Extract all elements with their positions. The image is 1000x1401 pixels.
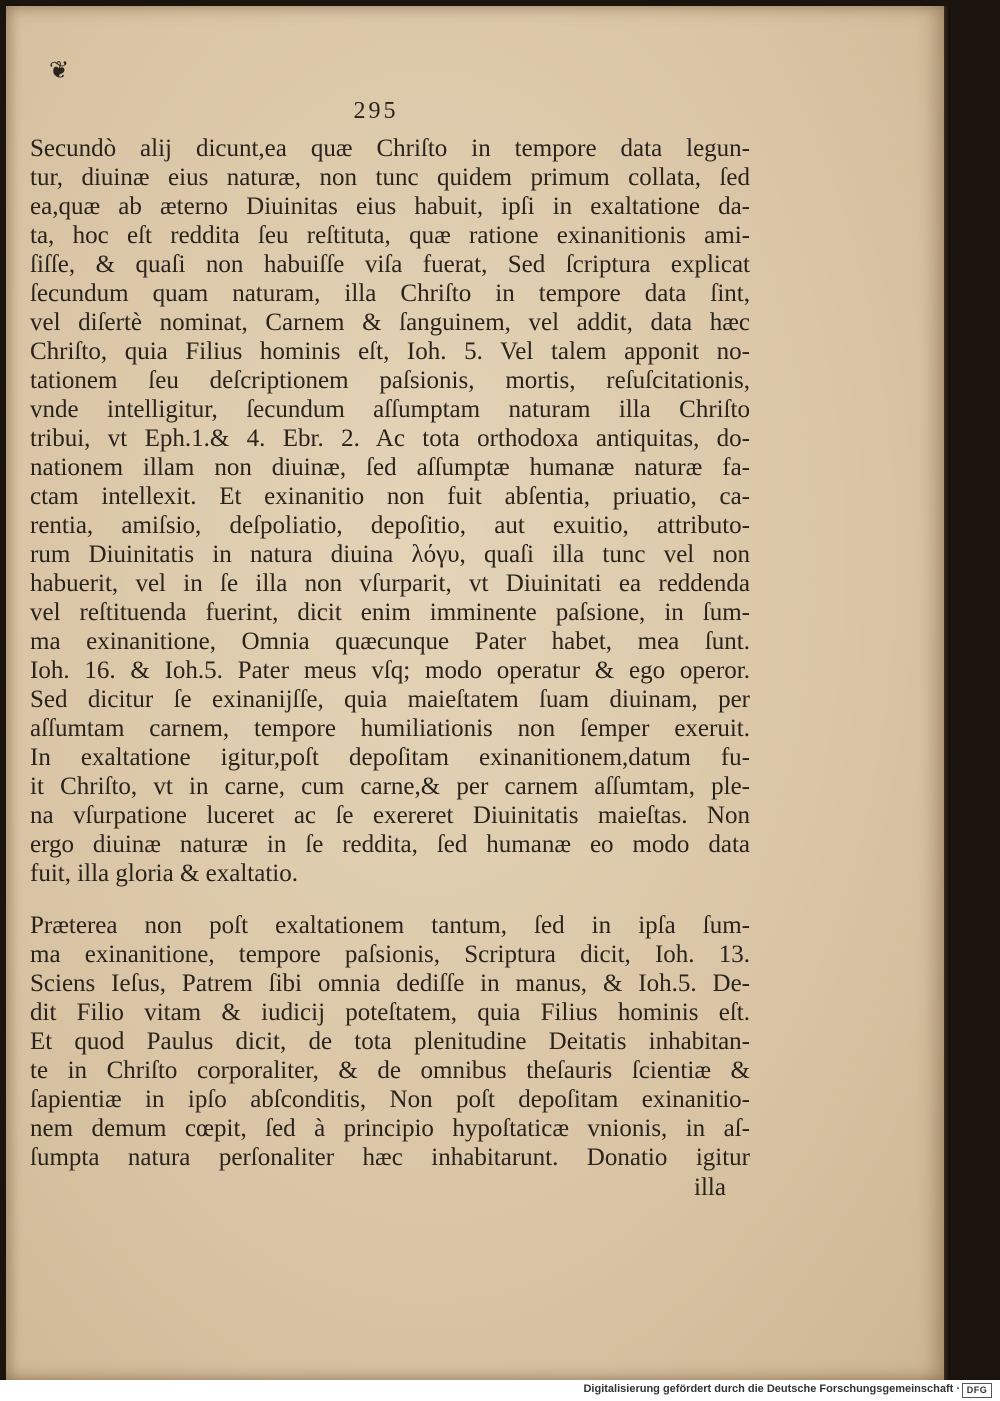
text-line: rum Diuinitatis in natura diuina λόγυ, quaſi illa tunc vel non — [30, 541, 750, 568]
text-line: ma exinanitione, tempore paſsionis, Scriptura dicit, Ioh. 13. — [30, 941, 750, 968]
page-edge-shadow — [944, 6, 950, 1380]
text-line: rentia, amiſsio, deſpoliatio, depoſitio, aut exuitio, attributo- — [30, 512, 750, 539]
text-line: ſecundum quam naturam, illa Chriſto in tempore data ſint, — [30, 280, 750, 307]
text-line: ma exinanitione, Omnia quæcunque Pater habet, mea ſunt. — [30, 628, 750, 655]
text-line: vel reſtituenda fuerint, dicit enim imminente paſsione, in ſum- — [30, 599, 750, 626]
text-line: vnde intelligitur, ſecundum aſſumptam naturam illa Chriſto — [30, 396, 750, 423]
paragraph-2 — [30, 911, 750, 1172]
text-line: aſſumtam carnem, tempore humiliationis non ſemper exeruit. — [30, 715, 750, 742]
text-line: te in Chriſto corporaliter, & de omnibus theſauris ſcientiæ & — [30, 1057, 750, 1084]
catchword: illa — [694, 1174, 726, 1201]
paragraph-1 — [30, 134, 750, 888]
text-line: dit Filio vitam & iudicij poteſtatem, quia Filius hominis eſt. — [30, 999, 750, 1026]
text-line: ergo diuinæ naturæ in ſe reddita, ſed humanæ eo modo data — [30, 831, 750, 858]
page-number: 295 — [353, 98, 399, 124]
text-line: ſumpta natura perſonaliter hæc inhabitarunt. Donatio igitur — [30, 1144, 750, 1171]
text-line: habuerit, vel in ſe illa non vſurparit, vt Diuinitati ea reddenda — [30, 570, 750, 597]
text-line: ſiſſe, & quaſi non habuiſſe viſa fuerat, Sed ſcriptura explicat — [30, 251, 750, 278]
text-line: Ioh. 16. & Ioh.5. Pater meus vſq; modo operatur & ego operor. — [30, 657, 750, 684]
text-line: ſapientiæ in ipſo abſconditis, Non poſt depoſitam exinanitio- — [30, 1086, 750, 1113]
fleuron-ornament: ❦ — [48, 58, 70, 84]
text-line: Secundò alij dicunt,ea quæ Chriſto in tempore data legun- — [30, 135, 750, 162]
text-line: tur, diuinæ eius naturæ, non tunc quidem primum collata, ſed — [30, 164, 750, 191]
footer-bar — [0, 1380, 1000, 1401]
text-line: nem demum cœpit, ſed à principio hypoſtaticæ vnionis, in aſ- — [30, 1115, 750, 1142]
text-line: fuit, illa gloria & exaltatio. — [30, 860, 298, 887]
text-line: Et quod Paulus dicit, de tota plenitudine Deitatis inhabitan- — [30, 1028, 750, 1055]
text-line: tationem ſeu deſcriptionem paſsionis, mortis, reſuſcitationis, — [30, 367, 750, 394]
text-line: vel diſertè nominat, Carnem & ſanguinem, vel addit, data hæc — [30, 309, 750, 336]
funding-credit: Digitalisierung gefördert durch die Deutsche Forschungsgemeinschaft · — [583, 1383, 960, 1395]
text-line: nationem illam non diuinæ, ſed aſſumptæ humanæ naturæ fa- — [30, 454, 750, 481]
text-line: na vſurpatione luceret ac ſe exereret Diuinitatis maieſtas. Non — [30, 802, 750, 829]
text-line: Sed dicitur ſe exinanijſſe, quia maieſtatem ſuam diuinam, per — [30, 686, 750, 713]
text-line: tribui, vt Eph.1.& 4. Ebr. 2. Ac tota orthodoxa antiquitas, do- — [30, 425, 750, 452]
text-line: Chriſto, quia Filius hominis eſt, Ioh. 5. Vel talem apponit no- — [30, 338, 750, 365]
text-line: ea,quæ ab æterno Diuinitas eius habuit, ipſi in exaltatione da- — [30, 193, 750, 220]
text-line: Præterea non poſt exaltationem tantum, ſed in ipſa ſum- — [30, 912, 750, 939]
text-line: In exaltatione igitur,poſt depoſitam exinanitionem,datum fu- — [30, 744, 750, 771]
book-page — [6, 6, 944, 1380]
text-line: ta, hoc eſt reddita ſeu reſtituta, quæ ratione exinanitionis ami- — [30, 222, 750, 249]
text-line: it Chriſto, vt in carne, cum carne,& per carnem aſſumtam, ple- — [30, 773, 750, 800]
text-line: ctam intellexit. Et exinanitio non fuit abſentia, priuatio, ca- — [30, 483, 750, 510]
text-line: Sciens Ieſus, Patrem ſibi omnia dediſſe in manus, & Ioh.5. De- — [30, 970, 750, 997]
dfg-logo-icon: DFG — [962, 1383, 992, 1398]
